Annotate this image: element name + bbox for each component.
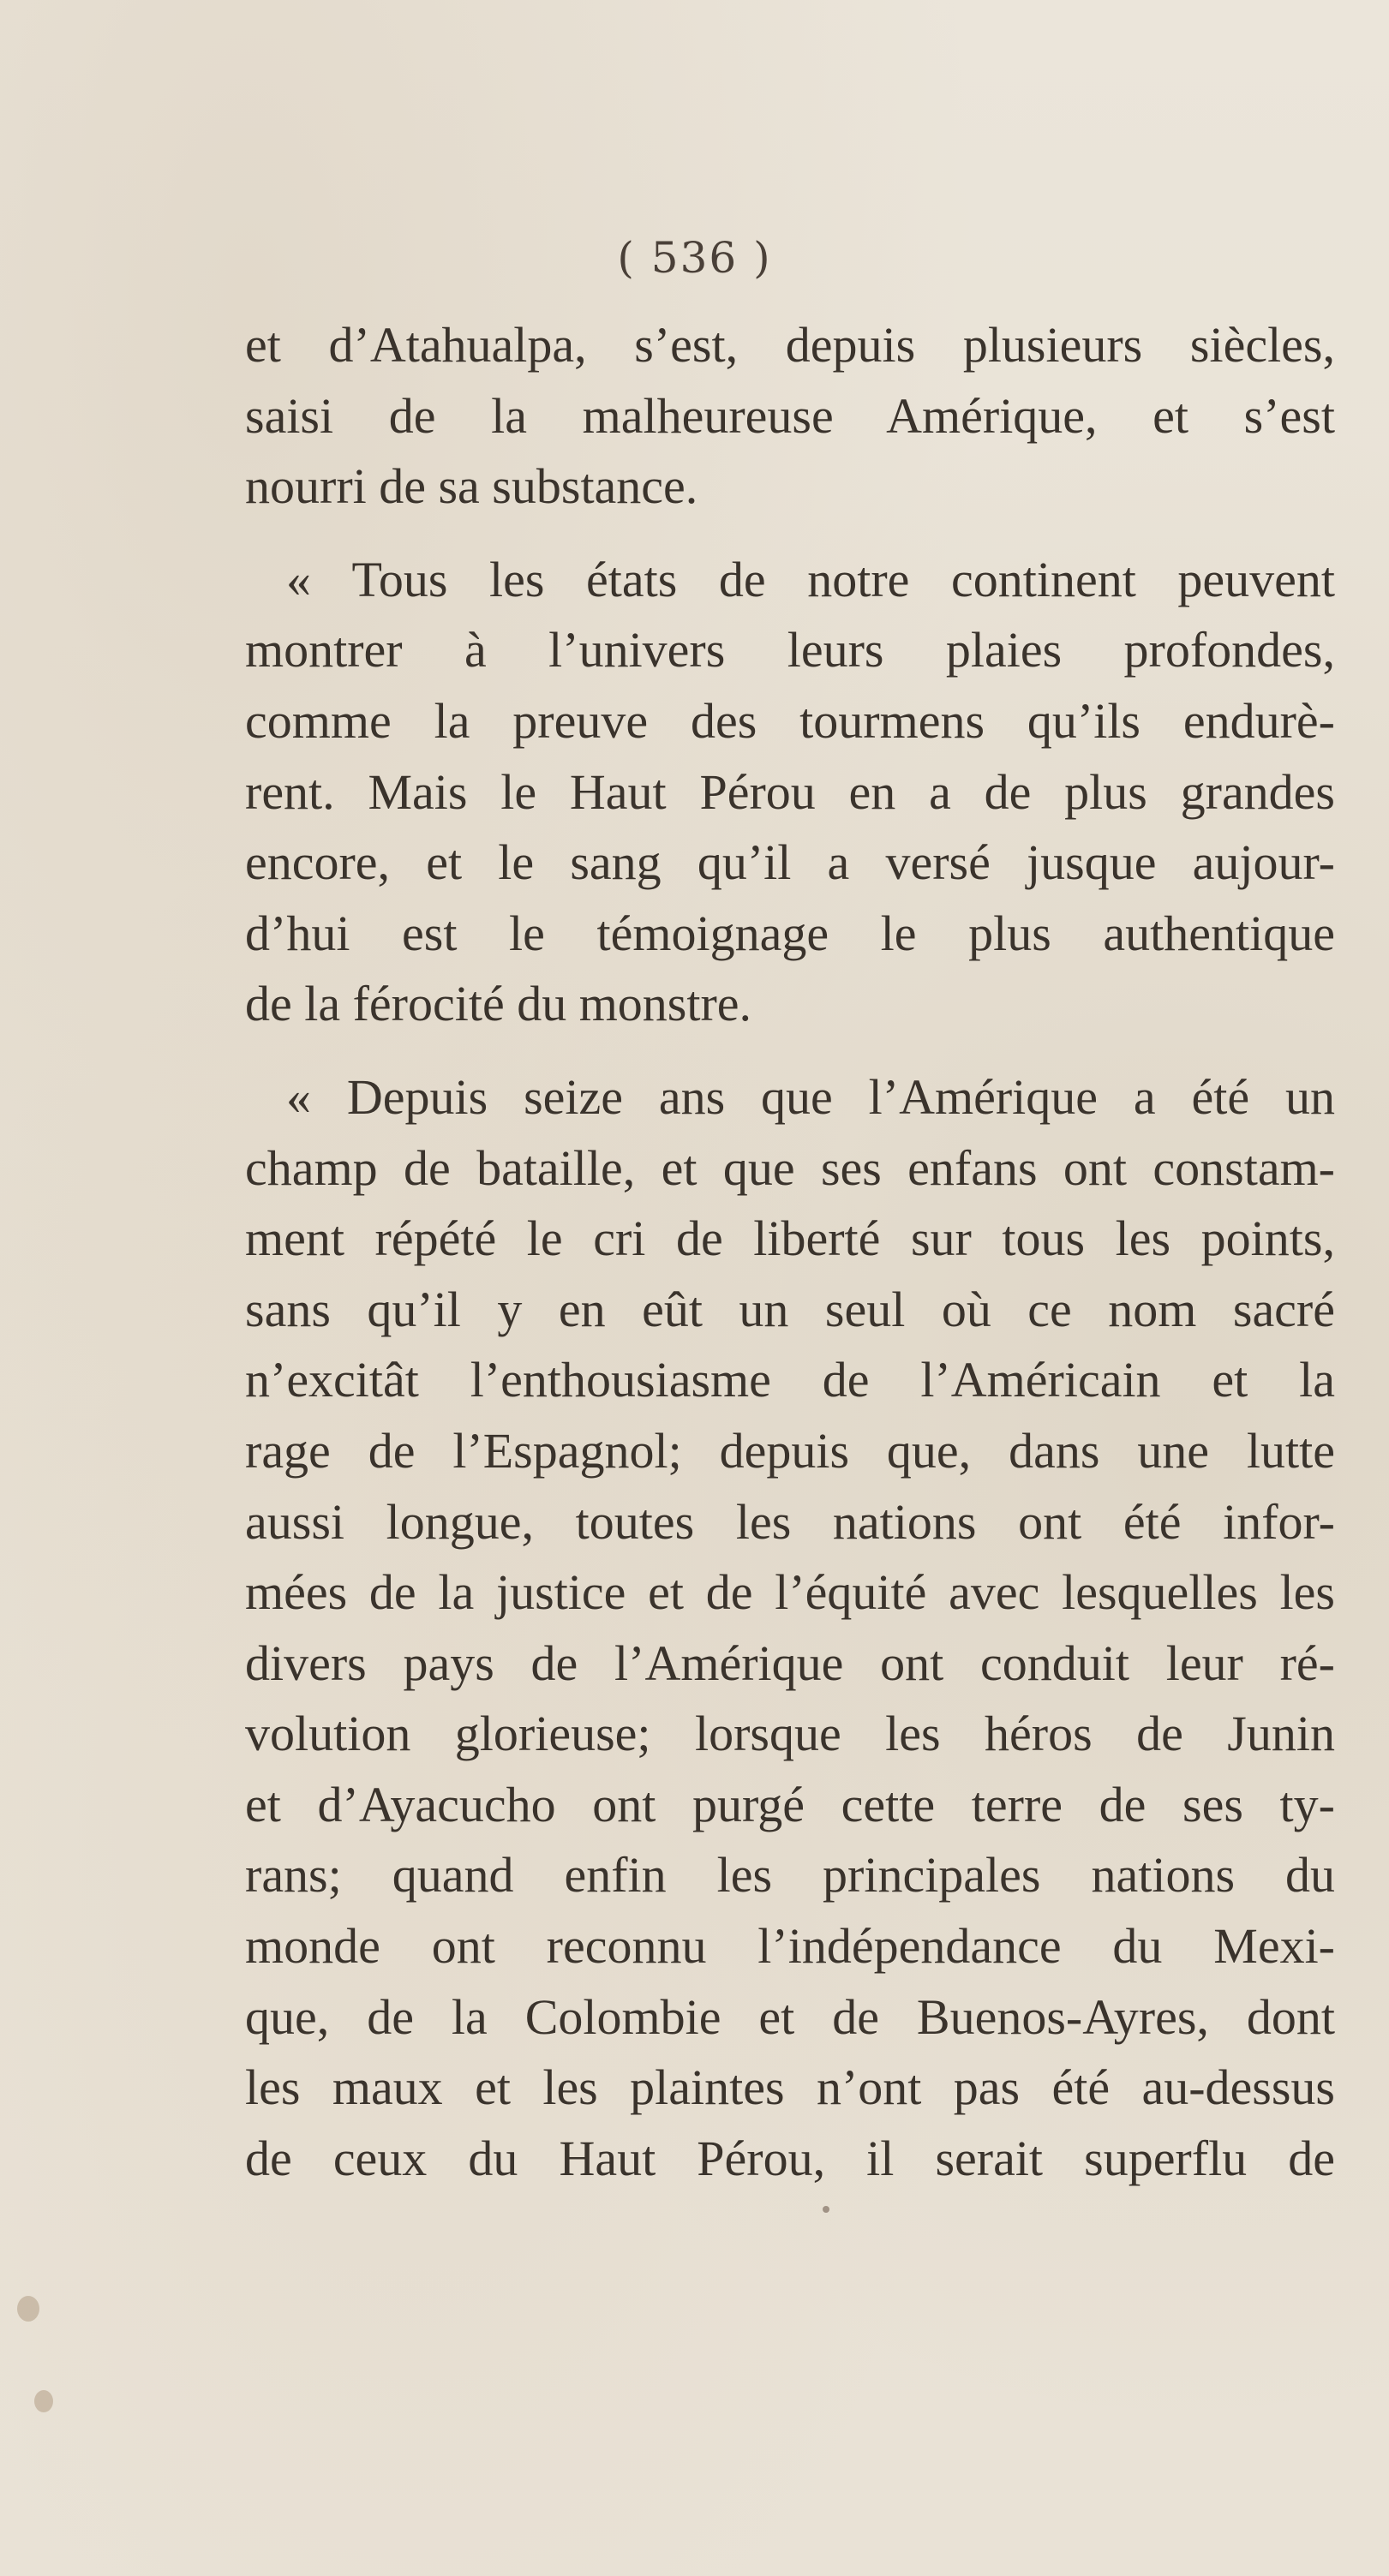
text-line: et d’Ayacucho ont purgé cette terre de ses ty- bbox=[245, 1776, 1335, 1832]
page-number: ( 536 ) bbox=[617, 233, 772, 283]
text-line: ment répété le cri de liberté sur tous les points, bbox=[245, 1210, 1335, 1267]
text-line: aussi longue, toutes les nations ont été infor- bbox=[245, 1493, 1335, 1550]
text-line: montrer à l’univers leurs plaies profondes, bbox=[245, 622, 1335, 678]
text-line: et d’Atahualpa, s’est, depuis plusieurs siècles, bbox=[245, 317, 1335, 373]
text-line: rent. Mais le Haut Pérou en a de plus grandes bbox=[245, 763, 1335, 820]
text-line: divers pays de l’Amérique ont conduit leur ré- bbox=[245, 1635, 1335, 1691]
paper-stain bbox=[34, 2390, 53, 2412]
paper-stain bbox=[17, 2296, 39, 2322]
paragraph-3 bbox=[245, 1062, 1335, 2195]
text-line: volution glorieuse; lorsque les héros de Junin bbox=[245, 1706, 1335, 1762]
text-line: de ceux du Haut Pérou, il serait superflu de bbox=[245, 2130, 1335, 2186]
text-line: de la férocité du monstre. bbox=[245, 976, 752, 1032]
text-line: « Tous les états de notre continent peuvent bbox=[286, 551, 1335, 607]
text-line: rans; quand enfin les principales nations du bbox=[245, 1847, 1335, 1904]
text-line: saisi de la malheureuse Amérique, et s’est bbox=[245, 387, 1335, 444]
text-line: nourri de sa substance. bbox=[245, 458, 698, 515]
text-line: sans qu’il y en eût un seul où ce nom sacré bbox=[245, 1281, 1335, 1337]
paragraph-2 bbox=[245, 545, 1335, 1040]
text-line: monde ont reconnu l’indépendance du Mexi- bbox=[245, 1918, 1335, 1975]
body-text bbox=[245, 310, 1335, 2194]
text-line: les maux et les plaintes n’ont pas été au-dessus bbox=[245, 2059, 1335, 2116]
text-line: mées de la justice et de l’équité avec lesquelles les bbox=[245, 1564, 1335, 1621]
text-line: comme la preuve des tourmens qu’ils endurè- bbox=[245, 692, 1335, 749]
text-line: rage de l’Espagnol; depuis que, dans une lutte bbox=[245, 1422, 1335, 1479]
paper-stain bbox=[823, 2206, 829, 2213]
text-line: n’excitât l’enthousiasme de l’Américain et la bbox=[245, 1352, 1335, 1408]
text-line: encore, et le sang qu’il a versé jusque aujour- bbox=[245, 834, 1335, 891]
text-line: « Depuis seize ans que l’Amérique a été un bbox=[286, 1068, 1335, 1125]
paragraph-1 bbox=[245, 310, 1335, 523]
text-line: d’hui est le témoignage le plus authentique bbox=[245, 905, 1335, 961]
text-line: que, de la Colombie et de Buenos-Ayres, dont bbox=[245, 1988, 1335, 2045]
text-line: champ de bataille, et que ses enfans ont constam- bbox=[245, 1139, 1335, 1196]
